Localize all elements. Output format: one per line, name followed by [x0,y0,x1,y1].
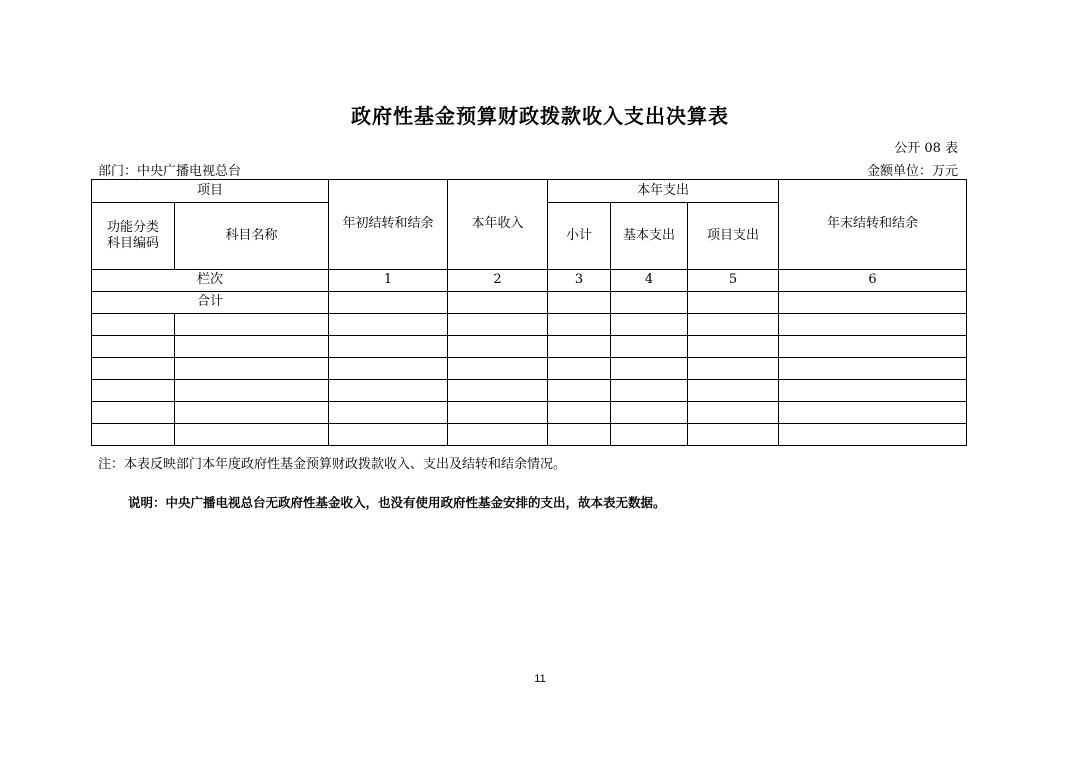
header-income: 本年收入 [448,180,548,270]
column-index-cell: 2 [448,270,548,292]
table-cell [688,424,779,446]
empty-row [92,358,967,380]
table-cell [548,402,611,424]
table-cell [688,292,779,314]
table-cell [779,314,967,336]
table-cell [329,314,448,336]
table-cell [688,336,779,358]
column-index-cell: 3 [548,270,611,292]
table-cell [329,292,448,314]
table-cell [779,336,967,358]
table-cell [548,358,611,380]
table-cell [779,424,967,446]
table-cell [448,424,548,446]
table-cell [448,292,548,314]
header-end-balance: 年末结转和结余 [779,180,967,270]
table-cell [175,314,329,336]
table-cell [548,380,611,402]
form-number: 公开 08 表 [894,141,958,156]
department-label: 部门：中央广播电视总台 [98,164,242,179]
header-expense: 本年支出 [548,180,779,203]
table-cell [688,402,779,424]
table-cell [448,358,548,380]
empty-row [92,424,967,446]
table-cell [448,336,548,358]
table-cell [448,402,548,424]
table-cell [611,336,688,358]
table-cell [92,380,175,402]
table-cell [548,292,611,314]
header-subject-name: 科目名称 [175,203,329,270]
table-cell [688,314,779,336]
table-cell [448,380,548,402]
table-cell [92,314,175,336]
table-cell [448,314,548,336]
column-index-cell: 4 [611,270,688,292]
table-cell [92,402,175,424]
table-cell [329,380,448,402]
table-cell [779,358,967,380]
table-cell [688,358,779,380]
amount-unit-label: 金额单位：万元 [866,164,958,179]
table-cell [611,380,688,402]
table-cell [175,380,329,402]
empty-row [92,336,967,358]
explanation-text: 说明：中央广播电视总台无政府性基金收入，也没有使用政府性基金安排的支出，故本表无数据。 [128,495,666,510]
table-cell [548,336,611,358]
table-cell [329,358,448,380]
total-row [92,292,967,314]
table-cell [611,358,688,380]
table-cell [548,424,611,446]
header-project-expense: 项目支出 [688,203,779,270]
table-cell [329,424,448,446]
column-index-label: 栏次 [92,270,329,292]
table-cell [92,424,175,446]
header-subtotal: 小计 [548,203,611,270]
column-index-cell: 5 [688,270,779,292]
empty-row [92,314,967,336]
table-cell [329,402,448,424]
table-cell [611,314,688,336]
fund-budget-table [91,179,967,446]
column-index-row [92,270,967,292]
table-cell [688,380,779,402]
total-label: 合计 [92,292,329,314]
header-project: 项目 [92,180,329,203]
table-cell [611,402,688,424]
header-begin-balance: 年初结转和结余 [329,180,448,270]
table-cell [175,402,329,424]
document-title: 政府性基金预算财政拨款收入支出决算表 [351,104,729,128]
table-cell [779,380,967,402]
header-func-code: 功能分类 科目编码 [92,203,175,270]
header-row-1 [92,180,967,203]
page-number: 11 [534,673,546,685]
table-cell [175,336,329,358]
table-cell [175,358,329,380]
header-basic-expense: 基本支出 [611,203,688,270]
column-index-cell: 1 [329,270,448,292]
table-cell [779,292,967,314]
table-cell [611,292,688,314]
empty-row [92,402,967,424]
empty-row [92,380,967,402]
table-cell [92,358,175,380]
table-cell [611,424,688,446]
table-footnote: 注：本表反映部门本年度政府性基金预算财政拨款收入、支出及结转和结余情况。 [98,457,567,472]
table-cell [548,314,611,336]
table-cell [92,336,175,358]
table-cell [779,402,967,424]
column-index-cell: 6 [779,270,967,292]
table-cell [329,336,448,358]
table-cell [175,424,329,446]
